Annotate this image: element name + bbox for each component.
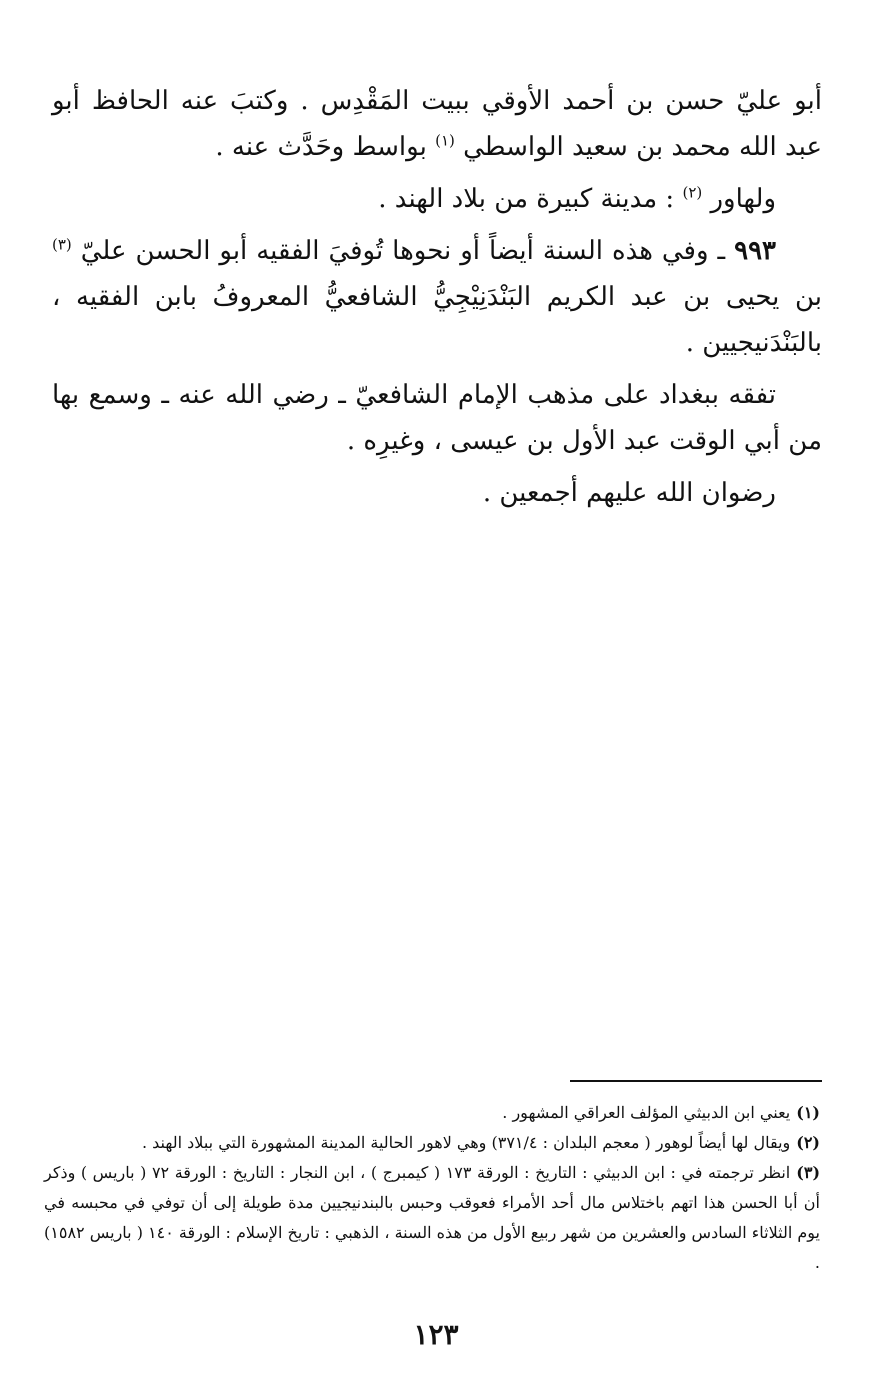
footnote-3 xyxy=(44,1158,820,1278)
footnote-2-text: ويقال لها أيضاً لوهور ( معجم البلدان : ٣٧١/٤) وهي لاهور الحالية المدينة المشهورة التي ببلاد الهند . xyxy=(141,1133,791,1152)
paragraph-1-tail: بواسط وحَدَّث عنه . xyxy=(215,132,427,162)
paragraph-2 xyxy=(52,176,822,222)
entry-993 xyxy=(52,228,822,366)
entry-993-tail: بن يحيى بن عبد الكريم البَنْدَنِيْجِيُّ الشافعيُّ المعروفُ بابن الفقيه ، بالبَنْدَنيجيين . xyxy=(52,282,822,358)
paragraph-4 xyxy=(52,372,822,464)
footnote-ref-2: (٢) xyxy=(682,183,703,202)
main-text xyxy=(52,78,822,522)
footnote-2 xyxy=(44,1128,820,1158)
footnote-ref-3: (٣) xyxy=(52,235,72,254)
paragraph-4-text: تفقه ببغداد على مذهب الإمام الشافعيّ ـ رضي الله عنه ـ وسمع بها من أبي الوقت عبد الأول بن عيسى ، وغيرِه . xyxy=(52,380,822,456)
footnote-3-number: (٣) xyxy=(796,1163,821,1182)
footnote-divider xyxy=(570,1080,822,1082)
footnote-1-number: (١) xyxy=(796,1103,820,1122)
paragraph-5-text: رضوان الله عليهم أجمعين . xyxy=(482,478,776,508)
entry-993-text: ـ وفي هذه السنة أيضاً أو نحوها تُوفيَ الفقيه أبو الحسن عليّ xyxy=(80,236,726,266)
footnote-1-text: يعني ابن الدبيثي المؤلف العراقي المشهور . xyxy=(502,1103,791,1122)
footnote-ref-1: (١) xyxy=(435,131,455,150)
footnote-1 xyxy=(44,1098,820,1128)
entry-number: ٩٩٣ xyxy=(734,236,777,266)
paragraph-2-text: ولهاور xyxy=(710,184,776,214)
footnotes xyxy=(44,1098,820,1278)
footnote-3-text: انظر ترجمته في : ابن الدبيثي : التاريخ : الورقة ١٧٣ ( كيمبرج ) ، ابن النجار : التاريخ : الورقة ٧٢ ( باريس ) وذكر أن أبا الحسن هذا اتهم باختلاس مال أحد الأمراء فعوقب وحبس بالبندنيجيين مدة طويلة إلى أن توفي في محبسه في يوم الثلاثاء السادس والعشرين من شهر ربيع الأول من هذه السنة ، الذهبي : تاريخ الإسلام : الورقة ١٤٠ ( باريس ١٥٨٢) . xyxy=(44,1163,820,1272)
paragraph-1-text: أبو عليّ حسن بن أحمد الأوقي ببيت المَقْدِس . وكتبَ عنه الحافظ أبو عبد الله محمد بن سعيد الواسطي xyxy=(52,86,822,162)
page-number: ١٢٣ xyxy=(413,1318,459,1351)
paragraph-1 xyxy=(52,78,822,170)
paragraph-2-tail: : مدينة كبيرة من بلاد الهند . xyxy=(378,184,675,214)
footnote-2-number: (٢) xyxy=(796,1133,820,1152)
paragraph-5 xyxy=(52,470,822,516)
